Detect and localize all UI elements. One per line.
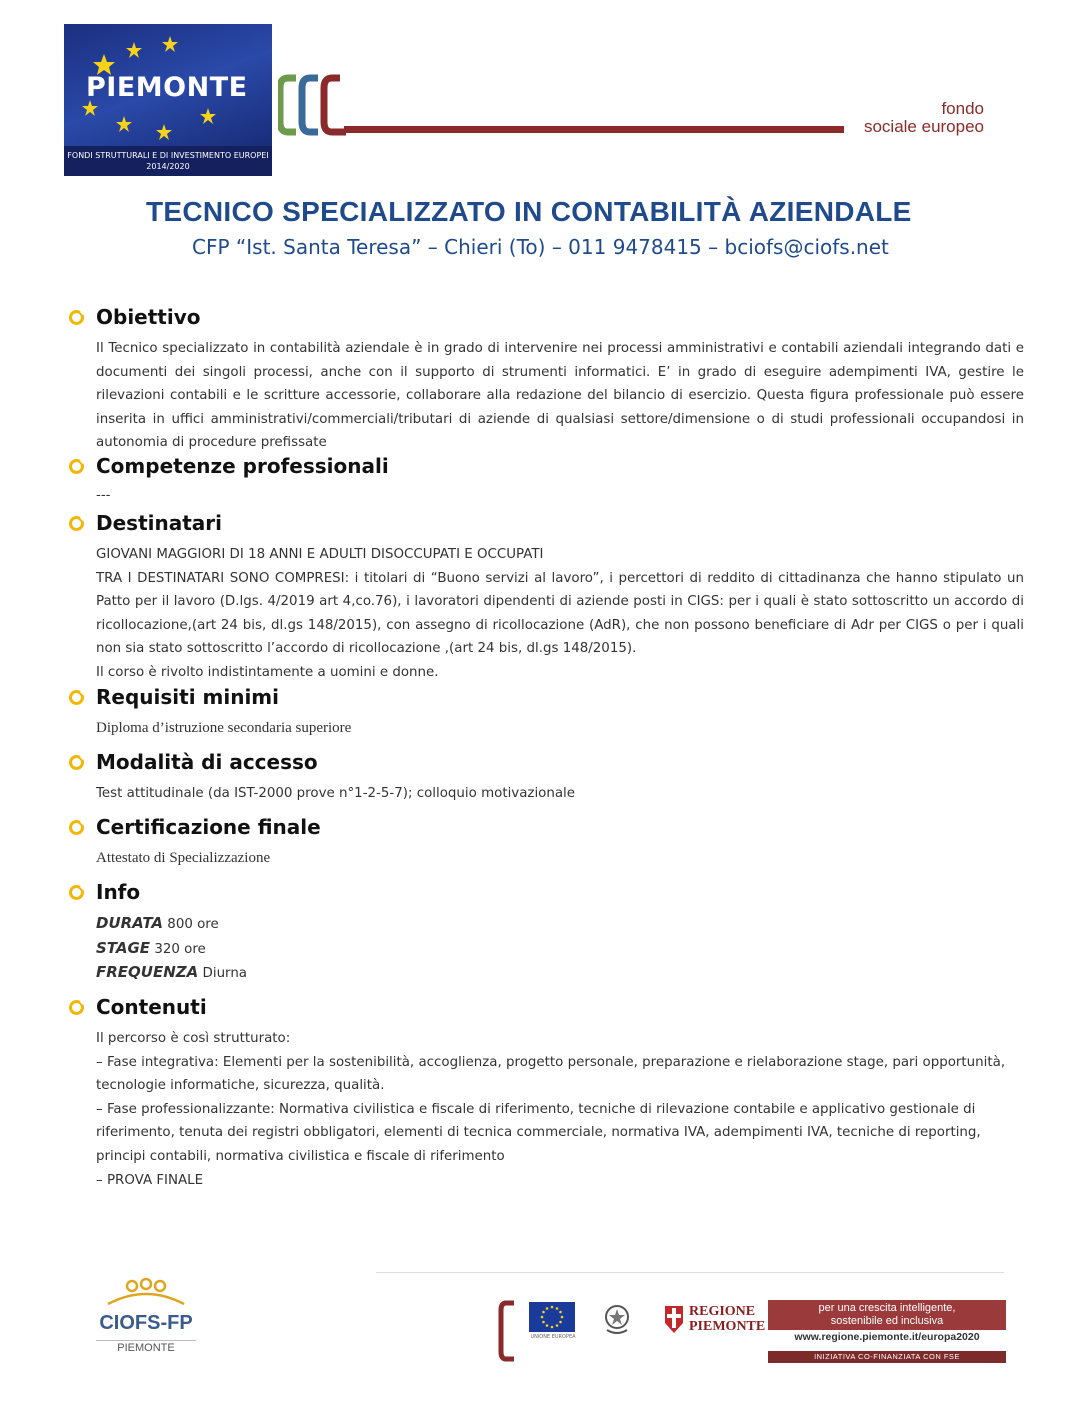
- bullet-ring-icon: [68, 819, 85, 836]
- contenuti-item: – Fase professionalizzante: Normativa civilistica e fiscale di riferimento, tecniche di rilevazione contabile e applicativo gestionale di riferimento, tenuta dei registri obbligatori, elementi di tecnica commerciale, normativa IVA, adempimenti IVA, tecniche di reporting, principi contabili, normativa civilistica e fiscale di riferimento: [96, 1101, 981, 1164]
- destinatari-line3: Il corso è rivolto indistintamente a uomini e donne.: [96, 664, 439, 680]
- growth-line1: per una crescita intelligente,: [818, 1302, 956, 1314]
- ciofs-region: PIEMONTE: [96, 1340, 196, 1354]
- section-heading: Competenze professionali: [96, 454, 389, 478]
- ciofs-name: CIOFS-FP: [99, 1312, 193, 1334]
- bullet-ring-icon: [68, 999, 85, 1016]
- contenuti-intro: Il percorso è così strutturato:: [96, 1031, 291, 1046]
- regione-name: [689, 1304, 765, 1334]
- regione-line1: REGIONE: [689, 1304, 756, 1319]
- page-subtitle: CFP “Ist. Santa Teresa” – Chieri (To) – 011 9478415 – bciofs@ciofs.net: [192, 235, 889, 259]
- contenuti-item: – Fase integrativa: Elementi per la sostenibilità, accoglienza, progetto personale, preparazione e rielaborazione stage, pari opportunità, tecnologie informatiche, sicurezza, qualità.: [96, 1054, 1006, 1094]
- section-text: [96, 912, 1024, 986]
- italian-emblem-icon: [602, 1302, 632, 1336]
- growth-banner: [768, 1300, 1006, 1330]
- section-text: Test attitudinale (da IST-2000 prove n°1-2-5-7); colloquio motivazionale: [96, 786, 576, 801]
- fse-bracket-icon: [498, 1300, 516, 1362]
- info-value: 800 ore: [167, 917, 219, 932]
- section-heading: Requisiti minimi: [96, 685, 279, 709]
- eu-caption: UNIONE EUROPEA: [530, 1334, 576, 1340]
- fse-text: [848, 100, 984, 136]
- info-stage: [96, 937, 1024, 962]
- growth-line2: sostenibile ed inclusiva: [830, 1315, 944, 1327]
- info-durata: [96, 912, 1024, 937]
- fse-text-line1: fondo: [941, 99, 984, 118]
- cofinanced-banner: INIZIATIVA CO-FINANZIATA CON FSE: [768, 1351, 1006, 1363]
- info-value: 320 ore: [154, 941, 206, 957]
- regione-shield-icon: [664, 1305, 684, 1333]
- website-link[interactable]: www.regione.piemonte.it/europa2020: [794, 1331, 980, 1343]
- section-heading: Certificazione finale: [96, 815, 321, 839]
- section-text: ---: [96, 488, 111, 503]
- section-heading: Modalità di accesso: [96, 750, 318, 774]
- info-label: DURATA: [96, 914, 164, 932]
- destinatari-line1: GIOVANI MAGGIORI DI 18 ANNI E ADULTI DISOCCUPATI E OCCUPATI: [96, 547, 544, 562]
- bullet-ring-icon: [68, 754, 85, 771]
- section-text: Diploma d’istruzione secondaria superiore: [96, 720, 352, 736]
- section-text: [96, 1027, 1024, 1192]
- bullet-ring-icon: [68, 309, 85, 326]
- piemonte-logo-band: FONDI STRUTTURALI E DI INVESTIMENTO EUROPEI 2014/2020: [64, 146, 272, 176]
- fse-text-line2: sociale europeo: [863, 117, 984, 136]
- bullet-ring-icon: [68, 458, 85, 475]
- bullet-ring-icon: [68, 689, 85, 706]
- regione-line2: PIEMONTE: [689, 1319, 766, 1334]
- section-heading: Info: [96, 880, 141, 904]
- info-label: STAGE: [96, 938, 151, 957]
- piemonte-logo-text: PIEMONTE: [86, 72, 248, 103]
- section-text: Il Tecnico specializzato in contabilità aziendale è in grado di intervenire nei processi amministrativi e contabili aziendali integrando dati e documenti dei singoli processi, anche con il supporto di strumenti informatici. E’ in grado di eseguire adempimenti IVA, gestire le rilevazioni contabili e le scritture accessorie, collaborare alla redazione del bilancio di esercizio. Questa figura professionale può essere inserita in uffici amministrativi/commerciali/tributari di aziende di qualsiasi settore/dimensione o di studi professionali occupandosi in autonomia di procedure prefissate: [96, 341, 1024, 451]
- page-title: TECNICO SPECIALIZZATO IN CONTABILITÀ AZIENDALE: [146, 196, 912, 227]
- section-heading: Obiettivo: [96, 305, 201, 329]
- section-text: [96, 543, 1024, 685]
- footer-divider: [376, 1272, 1004, 1273]
- contenuti-item: – PROVA FINALE: [96, 1172, 204, 1188]
- info-label: FREQUENZA: [96, 963, 199, 982]
- bullet-ring-icon: [68, 515, 85, 532]
- section-heading: Destinatari: [96, 511, 222, 535]
- section-heading: Contenuti: [96, 995, 207, 1019]
- destinatari-line2: TRA I DESTINATARI SONO COMPRESI: i titolari di “Buono servizi al lavoro”, i percettori di reddito di cittadinanza che hanno stipulato un Patto per il lavoro (D.lgs. 4/2019 art 4,co.76), i lavoratori dipendenti di aziende posti in CIGS: per i quali è stato sottoscritto un accordo di ricollocazione,(art 24 bis, dl.gs 148/2015), con assegno di ricollocazione (AdR), che non possono beneficiare di Adr per CIGS o per i quali non sia stato sottoscritto l’accordo di ricollocazione ,(art 24 bis, dl.gs 148/2015).: [96, 570, 1024, 657]
- bullet-ring-icon: [68, 884, 85, 901]
- eu-flag-icon: [529, 1302, 575, 1332]
- section-text: Attestato di Specializzazione: [96, 850, 271, 866]
- info-value: Diurna: [202, 966, 248, 982]
- info-frequenza: [96, 961, 1024, 986]
- piemonte-logo: [64, 24, 272, 176]
